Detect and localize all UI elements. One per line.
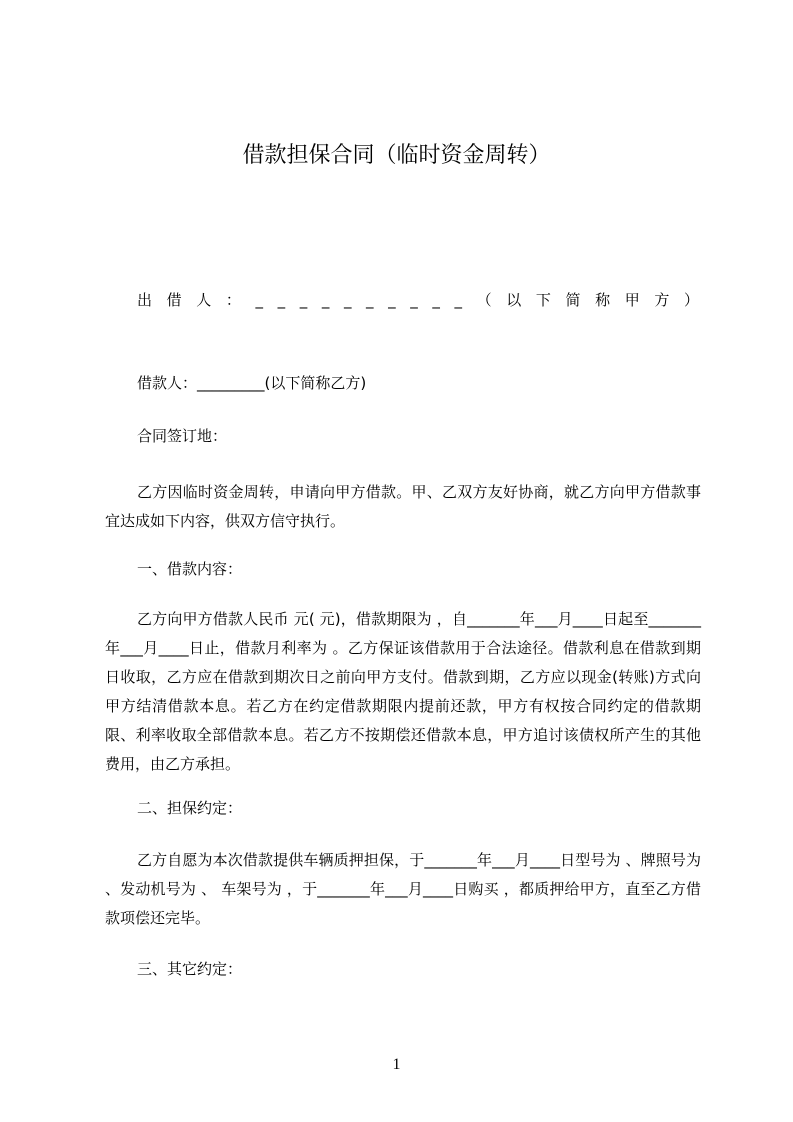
lender-line-char: _ (388, 291, 396, 309)
lender-line-char: 称 (595, 291, 611, 309)
lender-line-char: 出 (137, 291, 153, 309)
signing-place-line: 合同签订地： (137, 427, 228, 445)
borrower-line: 借款人：_________(以下简称乙方) (137, 374, 367, 392)
lender-line-char: 简 (565, 291, 581, 309)
section1-paragraph: 乙方向甲方借款人民币 元( 元)，借款期限为 ，自_______年___月____日起至_______年___月____日止，借款月利率为 。乙方保证该借款用于合法途径。借款利息在借款到期日收取，乙方应在借款到期次日之前向甲方支付。借款到期，乙方应以现金(转账)方式向甲方结清借款本息。若乙方在约定借款期限内提前还款，甲方有权按合同约定的借款期限、利率收取全部借款本息。若乙方不按期偿还借款本息，甲方追讨该债权所产生的其他费用，由乙方承担。 (105, 610, 701, 773)
lender-line-char: 以 (506, 291, 522, 309)
lender-line-char: _ (410, 291, 418, 309)
section1-heading: 一、借款内容： (137, 560, 243, 578)
section3-heading: 三、其它约定： (137, 960, 243, 978)
lender-line-char: _ (277, 291, 286, 309)
lender-line-char: _ (255, 291, 263, 309)
lender-line-char: _ (454, 291, 462, 309)
lender-line-char: 方 (654, 291, 670, 309)
lender-line-char: 人 (196, 291, 212, 309)
page-number: 1 (392, 1056, 401, 1073)
lender-line-char: ） (683, 291, 699, 309)
lender-line-char: ： (225, 291, 241, 309)
lender-line-char: _ (299, 291, 308, 309)
lender-line-char: 借 (166, 291, 182, 309)
lender-line (137, 288, 699, 312)
lender-line-char: 下 (535, 291, 551, 309)
document-title: 借款担保合同（临时资金周转） (242, 143, 551, 168)
lender-line-char: （ (476, 291, 492, 309)
section2-heading: 二、担保约定： (137, 799, 243, 817)
lender-line-char: _ (366, 291, 374, 309)
section2-paragraph: 乙方自愿为本次借款提供车辆质押担保，于_______年___月____日型号为 、牌照号为 、发动机号为 、 车架号为 ，于_______年___月____日购买 ，都质押给甲方，直至乙方借款项偿还完毕。 (105, 851, 701, 927)
lender-line-char: _ (321, 291, 330, 309)
lender-line-char: _ (343, 291, 352, 309)
lender-line-char: _ (432, 291, 440, 309)
intro-paragraph: 乙方因临时资金周转，申请向甲方借款。甲、乙双方友好协商，就乙方向甲方借款事宜达成如下内容，供双方信守执行。 (105, 483, 701, 530)
lender-line-char: 甲 (624, 291, 640, 309)
